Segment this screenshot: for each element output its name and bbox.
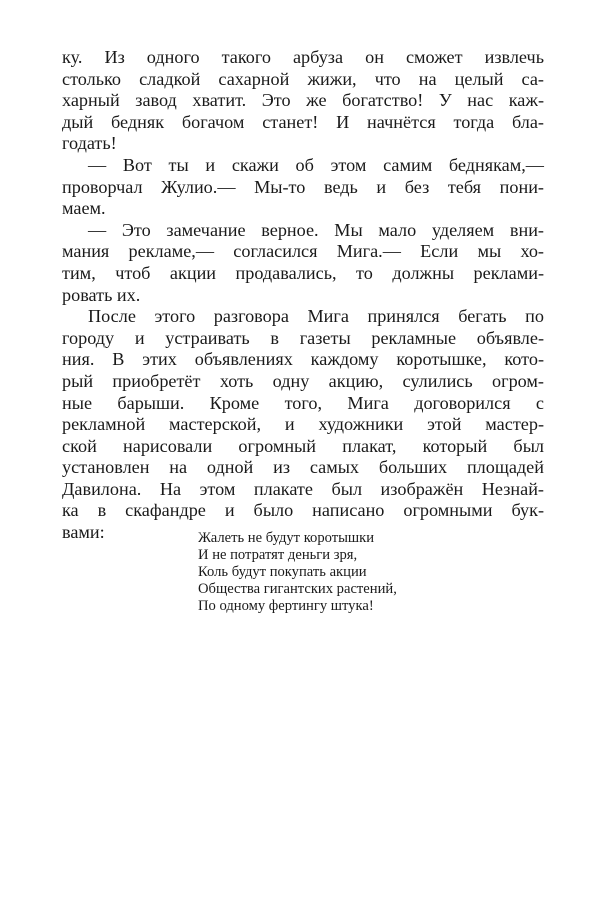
text-line: дый бедняк богачом станет! И начнётся тогда бла- [62, 111, 544, 132]
text-line: годать! [62, 133, 117, 154]
text-line: проворчал Жулио.— Мы-то ведь и без тебя пони- [62, 176, 544, 197]
text-line: установлен на одной из самых больших площадей [62, 457, 544, 478]
paragraph-1 [62, 47, 544, 155]
poem-line: И не потратят деньги зря, [198, 547, 358, 563]
text-line: рекламной мастерской, и художники этой мастер- [62, 414, 544, 435]
text-line: маем. [62, 198, 106, 219]
paragraph-2 [62, 155, 544, 220]
poem-line: По одному фертингу штука! [198, 598, 374, 614]
page-body [62, 47, 544, 544]
text-line: мания рекламе,— согласился Мига.— Если мы хо- [62, 241, 544, 262]
text-line: ку. Из одного такого арбуза он сможет извлечь [62, 47, 544, 67]
text-line: — Вот ты и скажи об этом самим беднякам,— [88, 154, 544, 175]
text-line: После этого разговора Мига принялся бегать по [88, 306, 544, 327]
paragraph-4 [62, 306, 544, 544]
text-line: городу и устраивать в газеты рекламные объявле- [62, 327, 544, 348]
text-line: ской нарисовали огромный плакат, который был [62, 435, 544, 456]
text-line: — Это замечание верное. Мы мало уделяем вни- [88, 219, 544, 240]
text-line: харный завод хватит. Это же богатство! У нас каж- [62, 90, 544, 111]
poem-line: Жалеть не будут коротышки [198, 530, 375, 546]
text-line: рый приобретёт хоть одну акцию, сулились огром- [62, 370, 544, 391]
text-line: ка в скафандре и было написано огромными бук- [62, 500, 544, 521]
text-line: ния. В этих объявлениях каждому коротышке, кото- [62, 349, 544, 370]
text-line: тим, чтоб акции продавались, то должны реклами- [62, 262, 544, 283]
text-line: ровать их. [62, 284, 141, 305]
text-line: Давилона. На этом плакате был изображён Незнай- [62, 478, 544, 499]
poem-line: Коль будут покупать акции [198, 564, 367, 580]
text-line: столько сладкой сахарной жижи, что на целый са- [62, 68, 544, 89]
text-line: ные барыши. Кроме того, Мига договорился с [62, 392, 544, 413]
poem-line: Общества гигантских растений, [198, 581, 397, 597]
paragraph-3 [62, 220, 544, 306]
text-line: вами: [62, 522, 105, 543]
poster-poem [198, 530, 397, 615]
